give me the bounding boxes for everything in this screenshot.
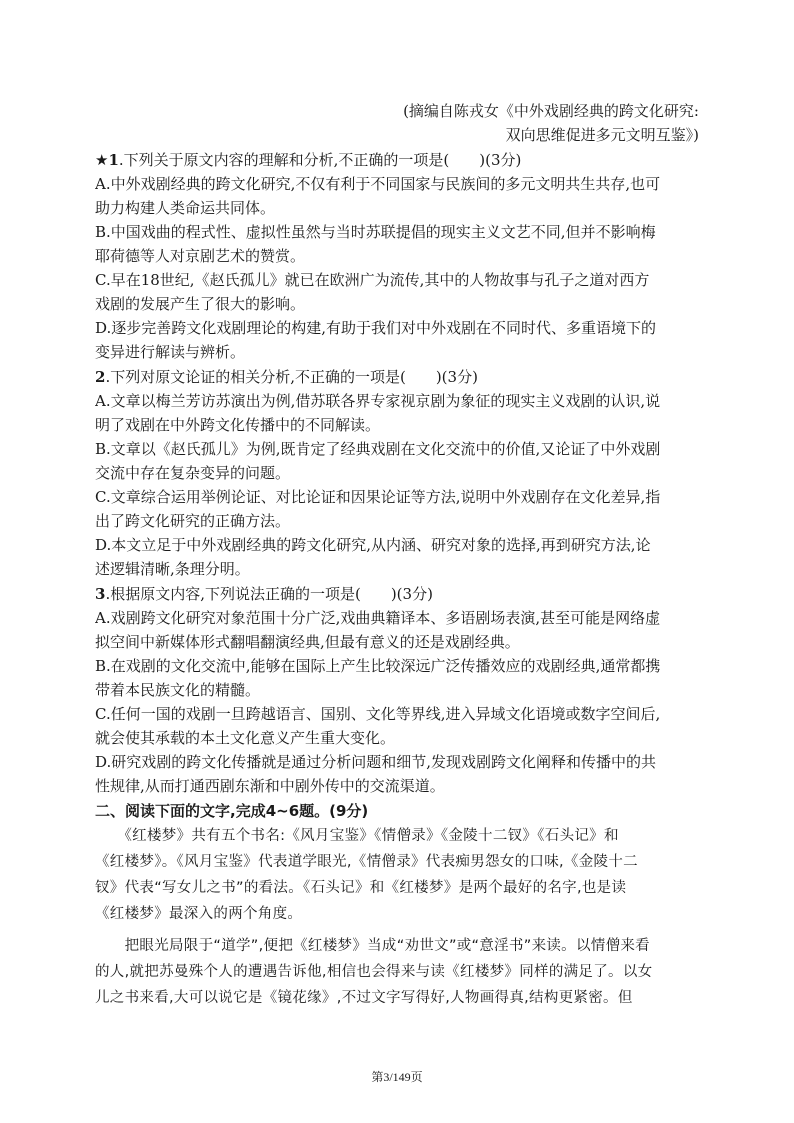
q1-option-a-line-2: 助力构建人类命运共同体。 [95, 199, 276, 217]
question-2-stem [95, 366, 699, 388]
source-citation-line-2: 双向思维促进多元文明互鉴》) [505, 126, 699, 144]
passage-line-5: 把眼光局限于“道学”,便把《红楼梦》当成“劝世文”或“意淫书”来读。以情僧来看 [95, 938, 650, 954]
passage-line-7: 儿之书来看,大可以说它是《镜花缘》,不过文字写得好,人物画得真,结构更紧密。但 [95, 990, 633, 1006]
q1-option-c-line-2: 戏剧的发展产生了很大的影响。 [95, 295, 306, 313]
page-number-footer: 第3/149页 [371, 1070, 423, 1084]
star-icon: ★ [95, 151, 109, 169]
q3-option-d-line-2: 性规律,从而打通西剧东渐和中剧外传中的交流渠道。 [95, 777, 445, 795]
passage-line-3: 钗》代表“写女儿之书”的看法。《石头记》和《红楼梦》是两个最好的名字,也是读 [95, 880, 627, 896]
q1-option-d-line-2: 变异进行解读与辨析。 [95, 343, 246, 361]
q3-option-a-line-1: A.戏剧跨文化研究对象范围十分广泛,戏曲典籍译本、多语剧场表演,甚至可能是网络虚 [95, 609, 661, 627]
question-2-text: .下列对原文论证的相关分析,不正确的一项是( )(3分) [105, 368, 478, 386]
q1-option-b-line-2: 耶荷德等人对京剧艺术的赞赏。 [95, 247, 306, 265]
section-2-heading: 二、阅读下面的文字,完成4~6题。(9分) [95, 802, 369, 820]
question-1-number: 1 [108, 151, 119, 169]
q1-option-a-line-1: A.中外戏剧经典的跨文化研究,不仅有利于不同国家与民族间的多元文明共生共存,也可 [95, 175, 661, 193]
passage-line-4: 《红楼梦》最深入的两个角度。 [95, 906, 303, 922]
q2-option-d-line-1: D.本文立足于中外戏剧经典的跨文化研究,从内涵、研究对象的选择,再到研究方法,论 [95, 536, 651, 554]
passage-line-1: 《红楼梦》共有五个书名:《风月宝鉴》《情僧录》《金陵十二钗》《石头记》和 [95, 828, 619, 844]
question-1-stem [95, 149, 699, 171]
q2-option-b-line-2: 交流中存在复杂变异的问题。 [95, 464, 291, 482]
q3-option-b-line-1: B.在戏剧的文化交流中,能够在国际上产生比较深远广泛传播效应的戏剧经典,通常都携 [95, 657, 661, 675]
q3-option-d-line-1: D.研究戏剧的跨文化传播就是通过分析问题和细节,发现戏剧跨文化阐释和传播中的共 [95, 753, 657, 771]
question-3-stem [95, 583, 699, 605]
question-3-text: .根据原文内容,下列说法正确的一项是( )(3分) [105, 585, 433, 603]
q2-option-d-line-2: 述逻辑清晰,条理分明。 [95, 560, 250, 578]
q2-option-a-line-1: A.文章以梅兰芳访苏演出为例,借苏联各界专家视京剧为象征的现实主义戏剧的认识,说 [95, 392, 661, 410]
question-2-number: 2 [95, 368, 106, 386]
q3-option-c-line-1: C.任何一国的戏剧一旦跨越语言、国别、文化等界线,进入异域文化语境或数字空间后, [95, 705, 661, 723]
passage-line-2: 《红楼梦》。《风月宝鉴》代表道学眼光,《情僧录》代表痴男怨女的口味,《金陵十二 [95, 854, 638, 870]
q3-option-a-line-2: 拟空间中新媒体形式翻唱翻演经典,但最有意义的还是戏剧经典。 [95, 633, 520, 651]
q1-option-c-line-1: C.早在18世纪,《赵氏孤儿》就已在欧洲广为流传,其中的人物故事与孔子之道对西方 [95, 271, 650, 289]
q3-option-b-line-2: 带着本民族文化的精髓。 [95, 681, 261, 699]
q1-option-b-line-1: B.中国戏曲的程式性、虚拟性虽然与当时苏联提倡的现实主义文艺不同,但并不影响梅 [95, 223, 656, 241]
q2-option-a-line-2: 明了戏剧在中外跨文化传播中的不同解读。 [95, 416, 381, 434]
passage-line-6: 的人,就把苏曼殊个人的遭遇告诉他,相信也会得来与读《红楼梦》同样的满足了。以女 [95, 964, 653, 980]
q2-option-c-line-1: C.文章综合运用举例论证、对比论证和因果论证等方法,说明中外戏剧存在文化差异,指 [95, 488, 661, 506]
q3-option-c-line-2: 就会使其承载的本土文化意义产生重大变化。 [95, 729, 396, 747]
q2-option-c-line-2: 出了跨文化研究的正确方法。 [95, 512, 291, 530]
q1-option-d-line-1: D.逐步完善跨文化戏剧理论的构建,有助于我们对中外戏剧在不同时代、多重语境下的 [95, 319, 657, 337]
q2-option-b-line-1: B.文章以《赵氏孤儿》为例,既肯定了经典戏剧在文化交流中的价值,又论证了中外戏剧 [95, 440, 661, 458]
source-citation-line-1: (摘编自陈戎女《中外戏剧经典的跨文化研究: [403, 102, 699, 120]
question-1-text: .下列关于原文内容的理解和分析,不正确的一项是( )(3分) [118, 151, 522, 169]
question-3-number: 3 [95, 585, 106, 603]
